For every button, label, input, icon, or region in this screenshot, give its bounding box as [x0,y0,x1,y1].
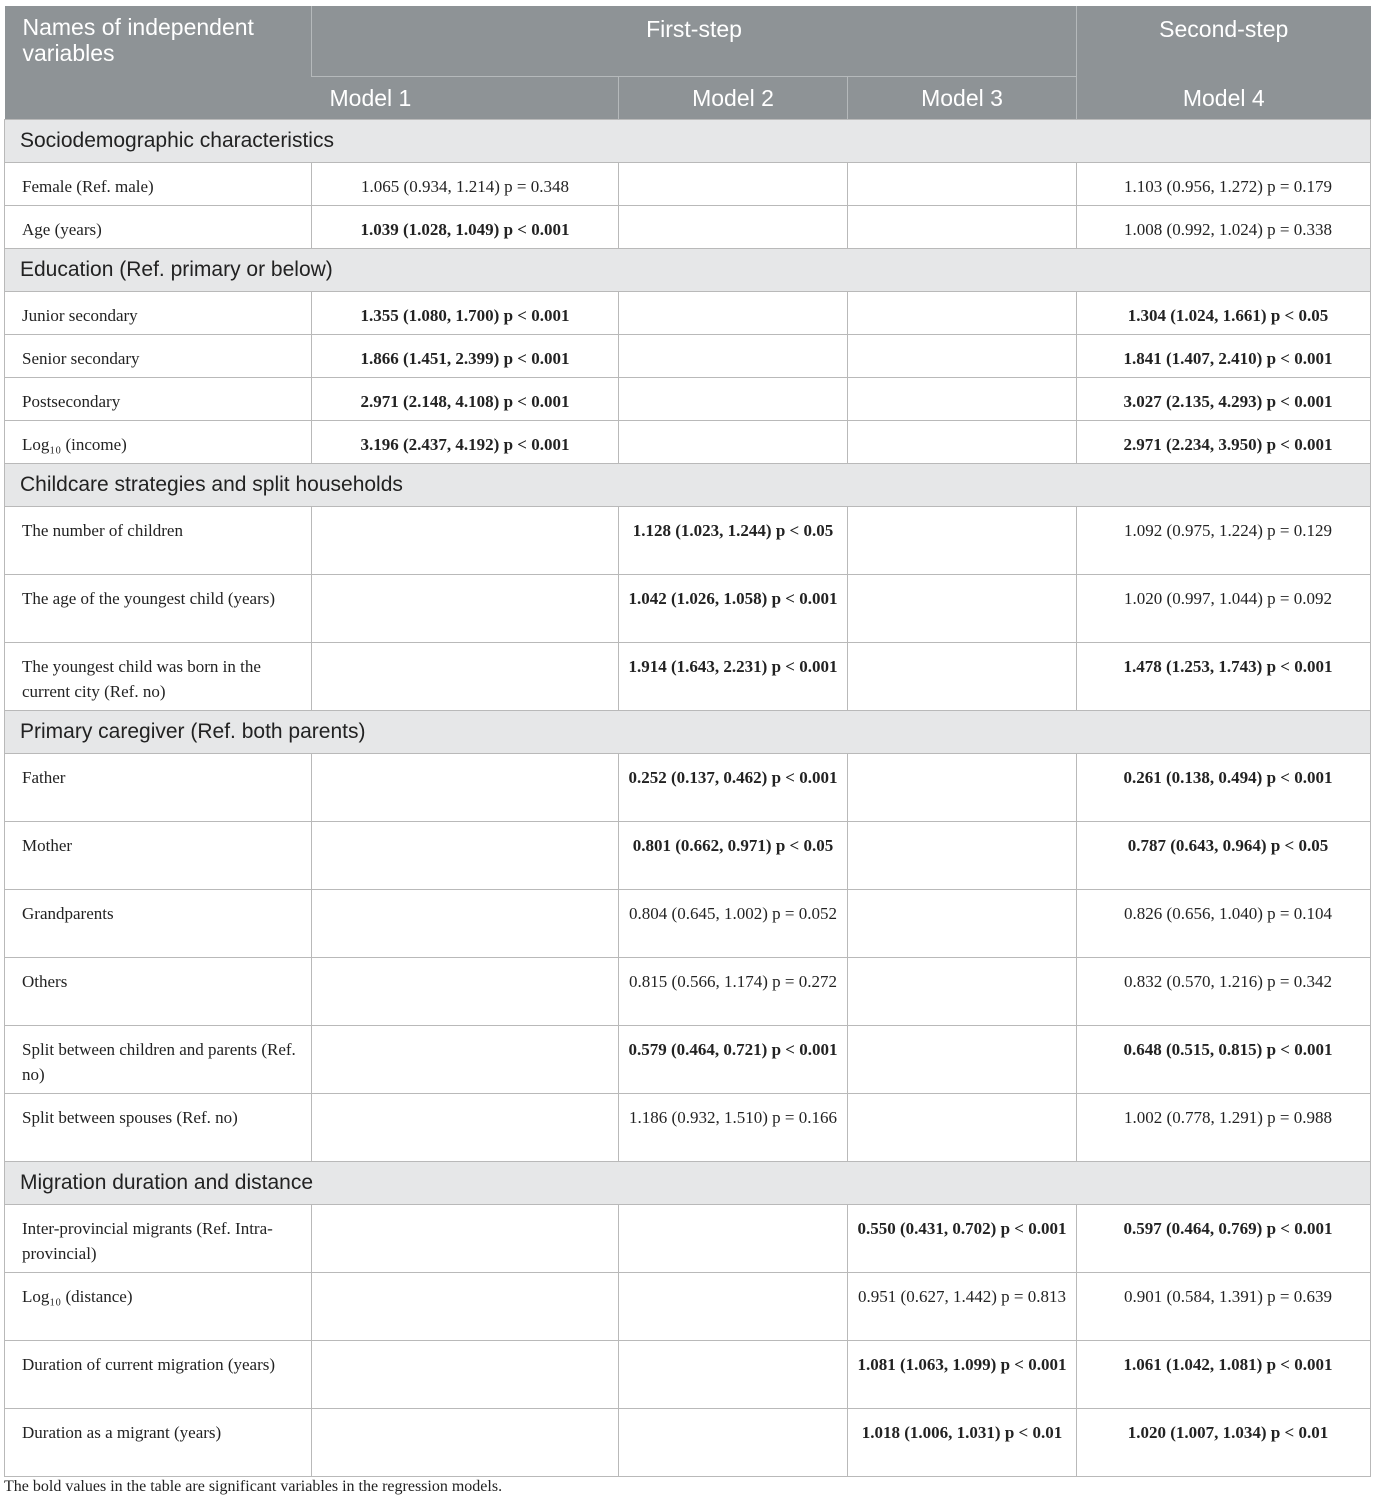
variable-name-cell: The number of children [5,507,312,575]
table-row [5,1409,1371,1477]
model-1-cell [312,754,619,822]
model-4-cell: 1.478 (1.253, 1.743) p < 0.001 [1077,643,1371,711]
section-header-row [5,249,1371,292]
section-title: Education (Ref. primary or below) [5,249,1371,292]
variable-name-cell: Inter-provincial migrants (Ref. Intra-provincial) [5,1205,312,1273]
section-header-row [5,1162,1371,1205]
model-1-cell [312,822,619,890]
model-1-cell: 2.971 (2.148, 4.108) p < 0.001 [312,378,619,421]
table-body [5,120,1371,1477]
model-4-cell: 1.008 (0.992, 1.024) p = 0.338 [1077,206,1371,249]
model-3-cell [848,890,1077,958]
variable-name-cell: Log₁₀ (distance) [5,1273,312,1341]
section-title: Sociodemographic characteristics [5,120,1371,163]
variable-name-cell: The youngest child was born in the current city (Ref. no) [5,643,312,711]
model-4-cell: 3.027 (2.135, 4.293) p < 0.001 [1077,378,1371,421]
model-3-cell [848,575,1077,643]
model-1-cell [312,958,619,1026]
model-3-cell [848,1026,1077,1094]
section-header-row [5,120,1371,163]
model-2-cell: 0.815 (0.566, 1.174) p = 0.272 [619,958,848,1026]
table-row [5,822,1371,890]
table-row [5,1205,1371,1273]
table-row [5,421,1371,464]
model-1-cell [312,1409,619,1477]
header-variable-names: Names of independent variables [5,6,312,120]
model-1-cell: 1.355 (1.080, 1.700) p < 0.001 [312,292,619,335]
model-2-cell [619,292,848,335]
model-2-cell [619,421,848,464]
model-3-cell: 0.951 (0.627, 1.442) p = 0.813 [848,1273,1077,1341]
table-row [5,292,1371,335]
model-3-cell [848,822,1077,890]
table-footnote: The bold values in the table are significant variables in the regression models. [4,1478,503,1495]
variable-name-cell: Female (Ref. male) [5,163,312,206]
table-row [5,1341,1371,1409]
section-header-row [5,464,1371,507]
model-4-cell: 0.597 (0.464, 0.769) p < 0.001 [1077,1205,1371,1273]
table-row [5,1273,1371,1341]
model-2-cell [619,1341,848,1409]
header-model-1: Model 1 [312,77,619,120]
model-2-cell [619,206,848,249]
variable-name-cell: The age of the youngest child (years) [5,575,312,643]
model-2-cell: 0.804 (0.645, 1.002) p = 0.052 [619,890,848,958]
model-3-cell [848,292,1077,335]
table-row [5,754,1371,822]
model-2-cell [619,163,848,206]
table-row [5,958,1371,1026]
variable-name-cell: Father [5,754,312,822]
section-header-row [5,711,1371,754]
model-1-cell [312,643,619,711]
model-4-cell: 0.261 (0.138, 0.494) p < 0.001 [1077,754,1371,822]
model-3-cell: 0.550 (0.431, 0.702) p < 0.001 [848,1205,1077,1273]
model-3-cell [848,421,1077,464]
variable-name-cell: Grandparents [5,890,312,958]
model-2-cell [619,1409,848,1477]
variable-name-cell: Split between spouses (Ref. no) [5,1094,312,1162]
model-3-cell [848,507,1077,575]
variable-name-cell: Age (years) [5,206,312,249]
table-row [5,378,1371,421]
table-row [5,163,1371,206]
table-row [5,206,1371,249]
model-1-cell [312,1341,619,1409]
model-4-cell: 1.061 (1.042, 1.081) p < 0.001 [1077,1341,1371,1409]
model-4-cell: 1.304 (1.024, 1.661) p < 0.05 [1077,292,1371,335]
model-2-cell: 0.252 (0.137, 0.462) p < 0.001 [619,754,848,822]
table-row [5,643,1371,711]
model-4-cell: 0.648 (0.515, 0.815) p < 0.001 [1077,1026,1371,1094]
model-4-cell: 0.826 (0.656, 1.040) p = 0.104 [1077,890,1371,958]
model-1-cell [312,1094,619,1162]
model-3-cell [848,958,1077,1026]
model-3-cell [848,643,1077,711]
model-4-cell: 1.002 (0.778, 1.291) p = 0.988 [1077,1094,1371,1162]
table-row [5,335,1371,378]
variable-name-cell: Junior secondary [5,292,312,335]
model-4-cell: 0.901 (0.584, 1.391) p = 0.639 [1077,1273,1371,1341]
model-3-cell [848,206,1077,249]
model-2-cell: 1.914 (1.643, 2.231) p < 0.001 [619,643,848,711]
model-3-cell: 1.018 (1.006, 1.031) p < 0.01 [848,1409,1077,1477]
model-2-cell: 0.579 (0.464, 0.721) p < 0.001 [619,1026,848,1094]
model-4-cell: 1.020 (1.007, 1.034) p < 0.01 [1077,1409,1371,1477]
model-2-cell [619,335,848,378]
header-second-step: Second-step [1077,6,1371,77]
variable-name-cell: Senior secondary [5,335,312,378]
model-2-cell [619,1273,848,1341]
model-1-cell [312,1273,619,1341]
model-1-cell: 3.196 (2.437, 4.192) p < 0.001 [312,421,619,464]
model-1-cell: 1.866 (1.451, 2.399) p < 0.001 [312,335,619,378]
model-4-cell: 1.092 (0.975, 1.224) p = 0.129 [1077,507,1371,575]
header-model-4: Model 4 [1077,77,1371,120]
table-header [5,6,1371,120]
model-3-cell [848,378,1077,421]
model-2-cell: 1.042 (1.026, 1.058) p < 0.001 [619,575,848,643]
table-row [5,1026,1371,1094]
variable-name-cell: Others [5,958,312,1026]
variable-name-cell: Split between children and parents (Ref. no) [5,1026,312,1094]
model-2-cell: 1.186 (0.932, 1.510) p = 0.166 [619,1094,848,1162]
model-2-cell: 0.801 (0.662, 0.971) p < 0.05 [619,822,848,890]
model-1-cell [312,507,619,575]
model-1-cell: 1.065 (0.934, 1.214) p = 0.348 [312,163,619,206]
variable-name-cell: Duration as a migrant (years) [5,1409,312,1477]
model-4-cell: 1.020 (0.997, 1.044) p = 0.092 [1077,575,1371,643]
model-2-cell [619,1205,848,1273]
model-4-cell: 1.103 (0.956, 1.272) p = 0.179 [1077,163,1371,206]
header-model-3: Model 3 [848,77,1077,120]
variable-name-cell: Duration of current migration (years) [5,1341,312,1409]
model-1-cell [312,890,619,958]
model-1-cell: 1.039 (1.028, 1.049) p < 0.001 [312,206,619,249]
model-3-cell: 1.081 (1.063, 1.099) p < 0.001 [848,1341,1077,1409]
model-3-cell [848,335,1077,378]
model-2-cell: 1.128 (1.023, 1.244) p < 0.05 [619,507,848,575]
model-1-cell [312,575,619,643]
section-title: Childcare strategies and split households [5,464,1371,507]
regression-table [4,6,1371,1477]
model-3-cell [848,1094,1077,1162]
table-row [5,1094,1371,1162]
model-4-cell: 2.971 (2.234, 3.950) p < 0.001 [1077,421,1371,464]
model-3-cell [848,754,1077,822]
section-title: Migration duration and distance [5,1162,1371,1205]
model-1-cell [312,1205,619,1273]
model-3-cell [848,163,1077,206]
variable-name-cell: Log₁₀ (income) [5,421,312,464]
model-1-cell [312,1026,619,1094]
table-row [5,507,1371,575]
header-first-step: First-step [312,6,1077,77]
model-4-cell: 1.841 (1.407, 2.410) p < 0.001 [1077,335,1371,378]
model-4-cell: 0.832 (0.570, 1.216) p = 0.342 [1077,958,1371,1026]
variable-name-cell: Postsecondary [5,378,312,421]
model-2-cell [619,378,848,421]
model-4-cell: 0.787 (0.643, 0.964) p < 0.05 [1077,822,1371,890]
table-row [5,575,1371,643]
table-row [5,890,1371,958]
variable-name-cell: Mother [5,822,312,890]
section-title: Primary caregiver (Ref. both parents) [5,711,1371,754]
header-model-2: Model 2 [619,77,848,120]
